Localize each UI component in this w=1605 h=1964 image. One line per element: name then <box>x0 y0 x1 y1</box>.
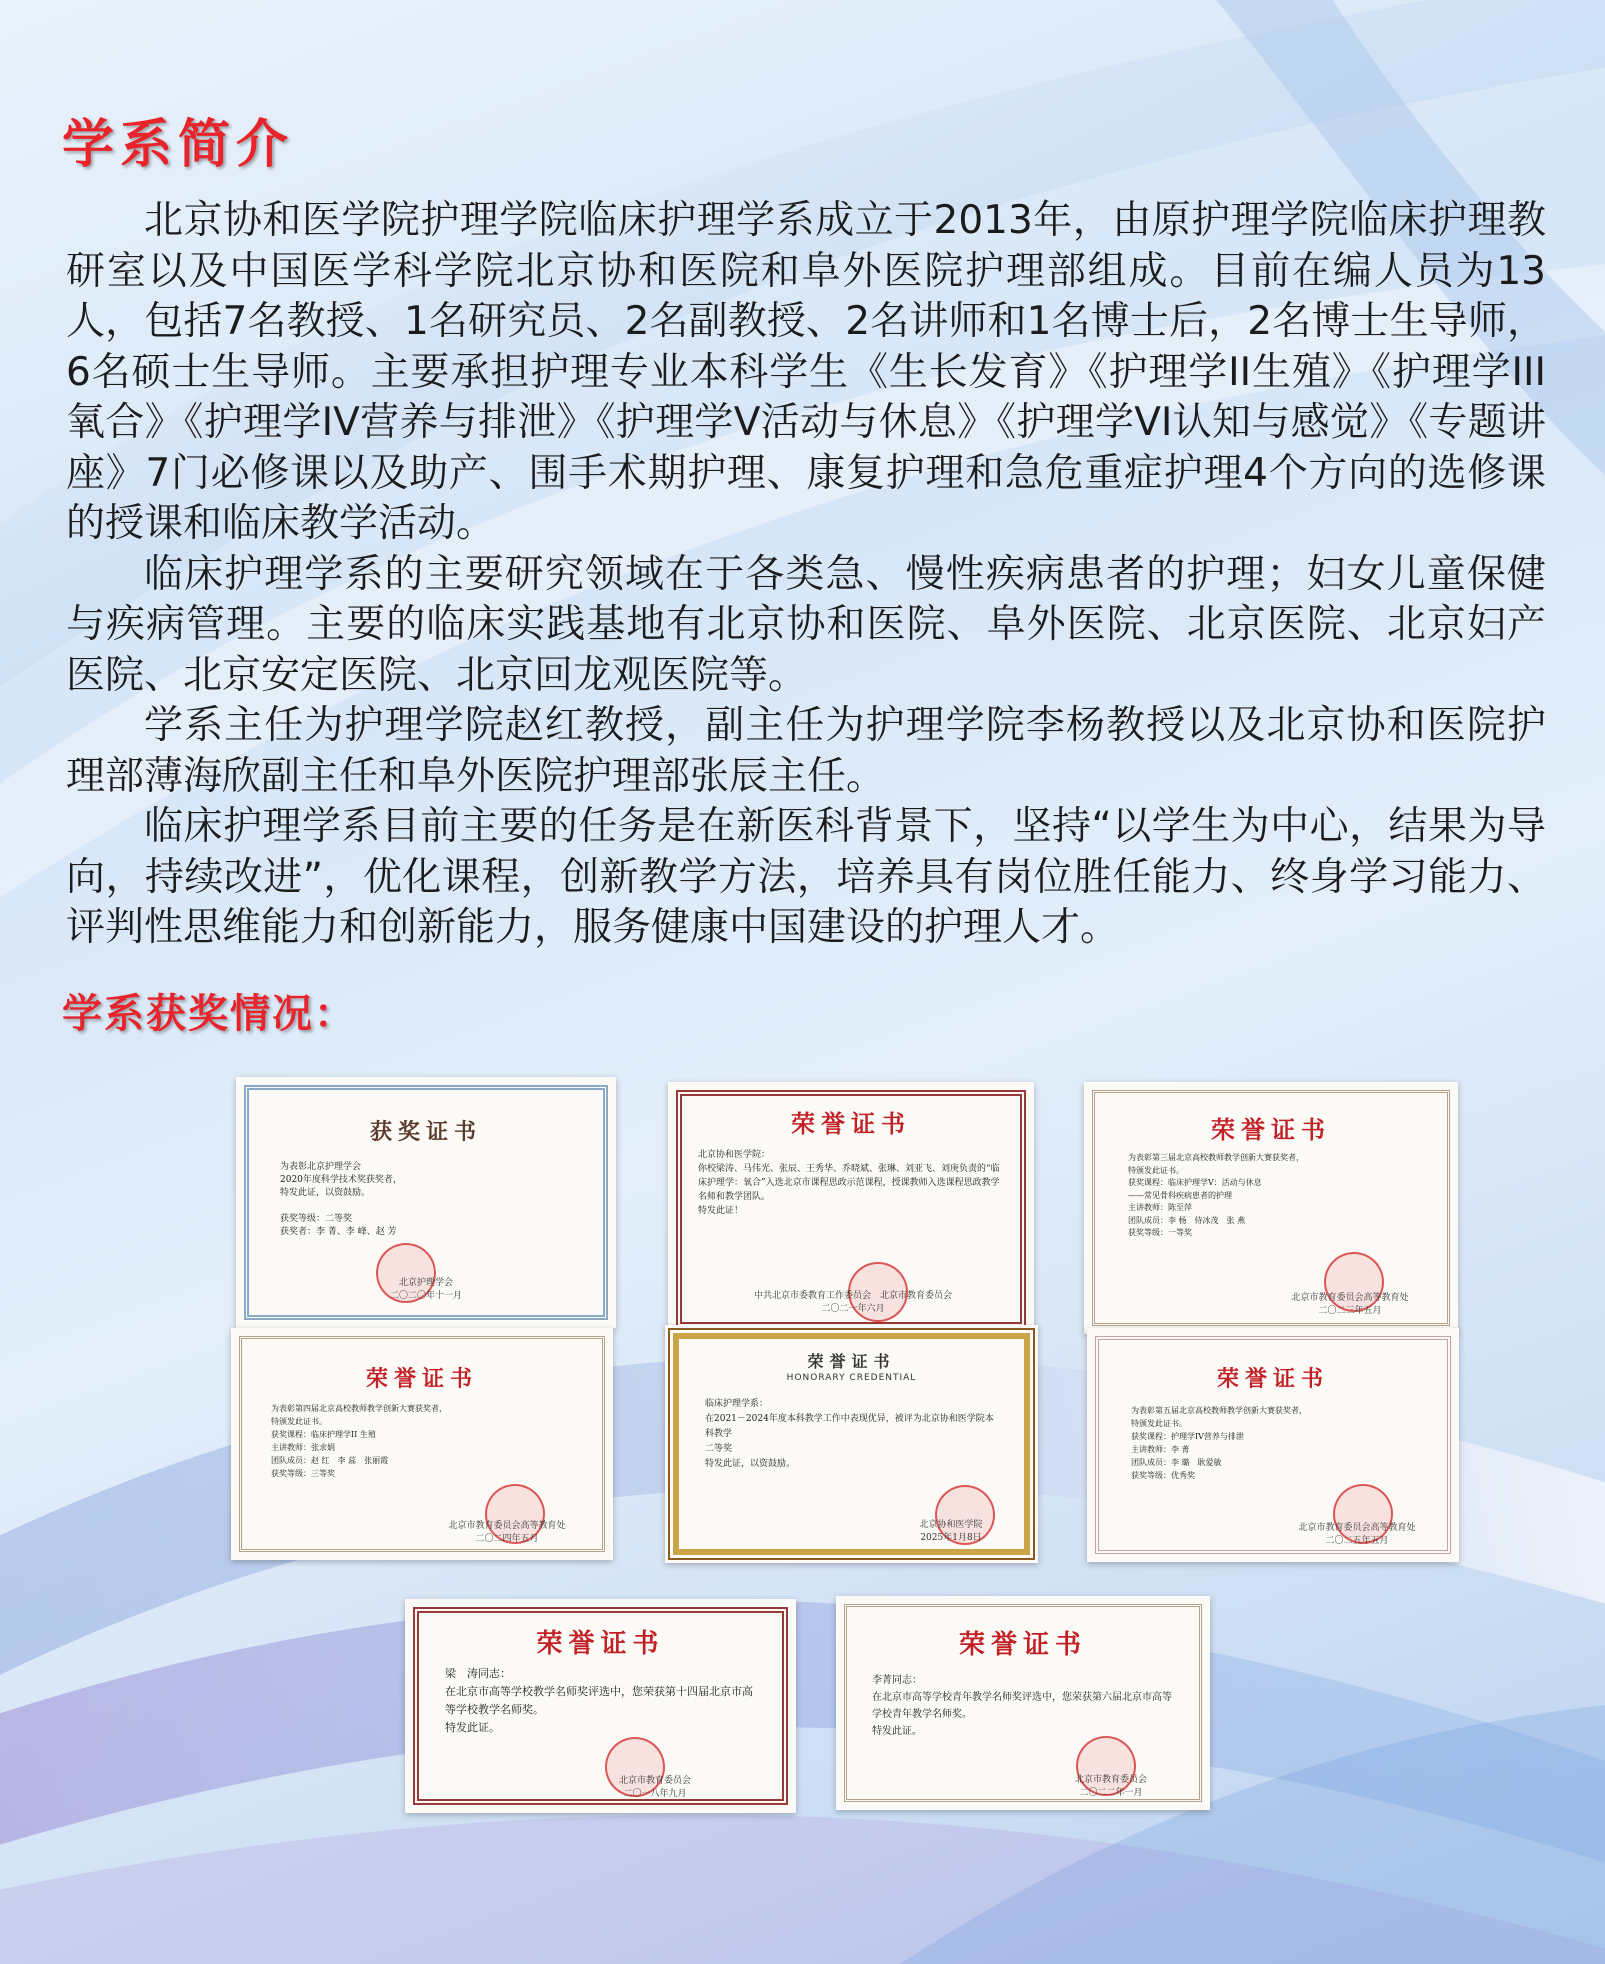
intro-body <box>66 196 1546 954</box>
certificate-body: 北京协和医学院： 你校梁涛、马伟光、张辰、王秀华、乔晓斌、张琳、刘亚飞、刘庚负责的“临床护理学：氧合”入选北京市课程思政示范课程，授课教师入选课程思政教学名师和教学团队。 特发此证！ <box>698 1150 1000 1216</box>
certificate-footer: 北京市教育委员会 二〇二二年一月 <box>1074 1775 1147 1798</box>
intro-paragraph: 学系主任为护理学院赵红教授，副主任为护理学院李杨教授以及北京协和医院护理部薄海欣副主任和阜外医院护理部张辰主任。 <box>66 703 1546 799</box>
certificate-6 <box>1087 1328 1459 1562</box>
certificate-body: 梁 涛同志： 在北京市高等学校教学名师奖评选中，您荣获第十四届北京市高等学校教学名师奖。 特发此证。 <box>445 1667 753 1734</box>
certificate-3 <box>1084 1082 1458 1334</box>
certificate-footer: 北京市教育委员会高等教育处 二〇二三年五月 <box>1291 1293 1409 1316</box>
certificate-footer: 中共北京市委教育工作委员会 北京市教育委员会 二〇二一年六月 <box>753 1291 952 1314</box>
certificate-subtitle: HONORARY CREDENTIAL <box>786 1373 917 1383</box>
certificate-title: 荣誉证书 <box>365 1366 478 1392</box>
certificate-footer: 北京市教育委员会 二〇一八年九月 <box>618 1776 691 1799</box>
certificate-body: 为表彰第三届北京高校教师教学创新大赛获奖者， 特颁发此证书。 获奖课程：临床护理学V：活动与休息 ——常见骨科疾病患者的护理 主讲教师：陈至萍 团队成员：李 杨 侍冰茂 张 燕 获奖等级：一等奖 <box>1128 1153 1304 1237</box>
intro-paragraph: 临床护理学系的主要研究领域在于各类急、慢性疾病患者的护理；妇女儿童保健与疾病管理。主要的临床实践基地有北京协和医院、阜外医院、北京医院、北京妇产医院、北京安定医院、北京回龙观医院等。 <box>66 551 1546 698</box>
certificate-1 <box>236 1077 616 1328</box>
certificate-footer: 北京协和医学院 2025年1月8日 <box>919 1520 983 1543</box>
awards-title: 学系获奖情况： <box>62 991 356 1037</box>
certificate-footer: 北京护理学会 二〇二〇年十一月 <box>389 1278 462 1301</box>
certificate-body: 为表彰第四届北京高校教师教学创新大赛获奖者， 特颁发此证书。 获奖课程：临床护理学II 生殖 主讲教师：张求娟 团队成员：赵 红 李 蕊 张丽霞 获奖等级：三等奖 <box>271 1404 447 1478</box>
certificate-body: 李菁同志： 在北京市高等学校青年教学名师奖评选中，您荣获第六届北京市高等学校青年教学名师奖。 特发此证。 <box>872 1675 1172 1737</box>
certificate-footer: 北京市教育委员会高等教育处 二〇二四年五月 <box>448 1521 566 1544</box>
intro-paragraph: 临床护理学系目前主要的任务是在新医科背景下，坚持“以学生为中心，结果为导向，持续改进”，优化课程，创新教学方法，培养具有岗位胜任能力、终身学习能力、评判性思维能力和创新能力，服务健康中国建设的护理人才。 <box>66 804 1546 950</box>
certificate-title: 荣誉证书 <box>791 1109 911 1138</box>
certificate-title: 荣誉证书 <box>536 1629 665 1659</box>
certificate-8 <box>836 1596 1210 1810</box>
certificate-body: 为表彰第五届北京高校教师教学创新大赛获奖者， 特颁发此证书。 获奖课程：护理学IV营养与排泄 主讲教师：李 菁 团队成员：李 璐 耿爱敏 获奖等级：优秀奖 <box>1131 1406 1307 1480</box>
intro-paragraph: 北京协和医学院护理学院临床护理学系成立于2013年，由原护理学院临床护理教研室以及中国医学科学院北京协和医院和阜外医院护理部组成。目前在编人员为13人，包括7名教授、1名研究员、2名副教授、2名讲师和1名博士后，2名博士生导师，6名硕士生导师。主要承担护理专业本科学生《生长发育》《护理学II生殖》《护理学III氧合》《护理学IV营养与排泄》《护理学V活动与休息》《护理学VI认知与感觉》《专题讲座》7门必修课以及助产、围手术期护理、康复护理和急危重症护理4个方向的选修课的授课和临床教学活动。 <box>66 198 1546 546</box>
certificate-2 <box>668 1082 1034 1336</box>
certificate-title: 荣誉证书 <box>1211 1115 1331 1144</box>
certificate-footer: 北京市教育委员会高等教育处 二〇二五年五月 <box>1298 1523 1416 1546</box>
certificate-4 <box>231 1328 613 1560</box>
certificate-body: 临床护理学系： 在2021－2024年度本科教学工作中表现优异，被评为北京协和医学院本科教学 二等奖 特发此证，以资鼓励。 <box>705 1399 994 1469</box>
certificate-body: 为表彰北京护理学会 2020年度科学技术奖获奖者， 特发此证，以资鼓励。 获奖等级：二等奖 获奖者：李 菁、李 峰、赵 芳 <box>280 1162 402 1237</box>
certificate-title: 获奖证书 <box>369 1119 482 1145</box>
certificate-5 <box>665 1325 1038 1563</box>
certificate-7 <box>405 1599 796 1813</box>
certificate-title: 荣誉证书 <box>1216 1366 1329 1392</box>
certificate-title: 荣誉证书 <box>958 1630 1087 1660</box>
certificate-title: 荣誉证书 <box>807 1352 896 1371</box>
intro-title: 学系简介 <box>62 115 295 175</box>
